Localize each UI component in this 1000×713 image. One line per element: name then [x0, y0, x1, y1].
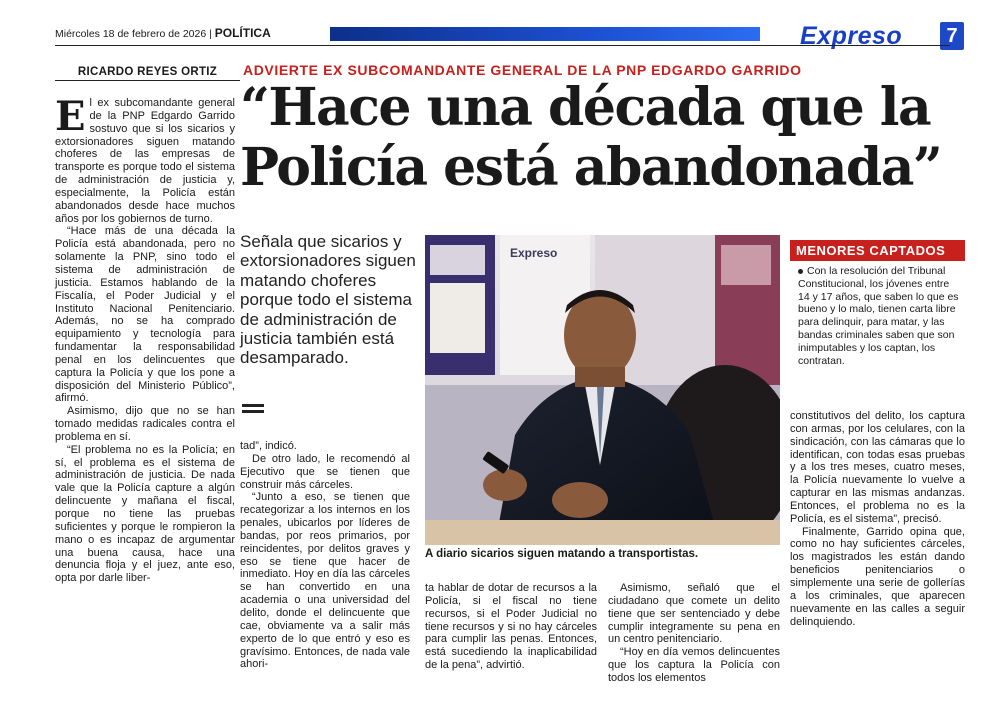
author-byline: RICARDO REYES ORTIZ [77, 66, 218, 78]
photo-caption: A diario sicarios siguen matando a transportistas. [425, 548, 699, 560]
paragraph: Asimismo, dijo que no se han tomado medidas radicales contra el problema en sí. [55, 405, 235, 443]
paragraph: “Hace más de una década la Policía está abandonada, pero no solamente la PNP, sino todo el sistema de administración de justicia. Estamos hablando de la Fiscalía, el Poder Judicial y el Instituto Nacional Penitenciario. Además, no se ha comprado equipamiento y tecnología para fundamentar la responsabilidad penal en los delincuentes que captura la Policía y que los pone a disposición del Ministerio Público”, afirmó. [55, 225, 235, 405]
paragraph: l ex subcomandante general de la PNP Edgardo Garrido sostuvo que si los sicarios y extorsionadores siguen matando choferes de las empresas de transporte es porque todo el sistema de administración de justicia y, especialmente, la Policía están abandonados desde hace muchos años por los gobiernos de turno. [55, 97, 235, 225]
paragraph: “El problema no es la Policía; en sí, el problema es el sistema de administración de justicia. De nada vale que la Policía capture a algún delincuente y mañana el fiscal, porque no tiene las pruebas suficientes y porque le rompieron la mano o es incapaz de argumentar una buena causa, hace una denuncia floja y el juez, ante eso, opta por darle liber- [55, 443, 235, 585]
paragraph: Finalmente, Garrido opina que, como no hay suficientes cárceles, los magistrados les están dando beneficios penitenciarios o simplemente una serie de gollerías a los criminales, que aparecen nuevamente en las calles a seguir delinquiendo. [790, 525, 965, 628]
paragraph: tad”, indicó. [240, 440, 297, 452]
newspaper-logo: Expreso [800, 22, 903, 50]
photo-bg-text: Expreso [510, 246, 558, 260]
article-headline: “Hace una década que la Policía está abandonada” [240, 77, 942, 198]
article-photo [425, 235, 780, 545]
section-label: POLÍTICA [214, 26, 271, 40]
header-color-bar [330, 27, 760, 41]
sidebar-text: Con la resolución del Tribunal Constitucional, los jóvenes entre 14 y 17 años, que saben lo que es bueno y lo malo, tienen carta libre para delinquir, para matar, y las bandas criminales saben que son inimputables y los captan, los contratan. [798, 265, 959, 367]
article-column-1 [55, 93, 235, 585]
article-column-5 [790, 410, 965, 628]
paragraph: Asimismo, señaló que el ciudadano que comete un delito tiene que ser sentenciado y debe cumplir integramente su pena en un centro penitenciario. [608, 582, 780, 646]
paragraph: ta hablar de dotar de recursos a la Policía, si el fiscal no tiene recursos, si el Poder Judicial no tiene recursos y si no hay cárceles para cumplir las penas. Entonces, está sucediendo la inaplicabilidad de la pena”, advirtió. [425, 582, 597, 672]
article-kicker: ADVIERTE EX SUBCOMANDANTE GENERAL DE LA PNP EDGARDO GARRIDO [243, 62, 802, 78]
header-divider [55, 45, 950, 46]
sidebar-text-block [790, 261, 965, 367]
sidebar-title: MENORES CAPTADOS [790, 240, 965, 261]
sidebar-box [790, 240, 965, 380]
paragraph: constitutivos del delito, los captura con armas, por los celulares, con la sindicación, con las cámaras que lo identifican, con todas esas pruebas y a los tres meses, cuatro meses, la Policía nuevamente lo vuelve a capturar en las mismas andanzas. Entonces, el problema no es la Policía, es el sistema”, precisó. [790, 410, 965, 525]
byline-divider [55, 80, 240, 81]
article-column-2 [240, 440, 410, 671]
article-subheadline: Señala que sicarios y extorsionadores siguen matando choferes porque todo el sistema de administración de justicia también está desamparado. [240, 232, 416, 368]
paragraph: De otro lado, le recomendó al Ejecutivo que se tienen que construir más cárceles. [240, 452, 410, 491]
drop-cap: E [55, 93, 86, 140]
section-dash-marker [242, 404, 264, 407]
bullet-icon [798, 269, 803, 274]
issue-date: Miércoles 18 de febrero de 2026 [55, 28, 207, 40]
photo-illustration [425, 235, 780, 545]
page-number: 7 [940, 22, 964, 50]
article-column-3 [425, 582, 597, 672]
paragraph: “Junto a eso, se tienen que recategorizar a los internos en los penales, ubicarlos por líderes de bandas, por reos primarios, por reincidentes, por delitos graves y eso se tiene que hacer de inmediato. Hoy en día las cárceles se han convertido en una academia o una universidad del delito, donde el delincuente que cae, obviamente va a salir más experto de lo que entró y eso es gravísimo. Entonces, de nada vale ahori- [240, 491, 410, 671]
article-column-4 [608, 582, 780, 685]
paragraph: “Hoy en día vemos delincuentes que los captura la Policía con todos los elementos [608, 646, 780, 684]
issue-date-line: Miércoles 18 de febrero de 2026 | POLÍTICA [55, 26, 271, 40]
